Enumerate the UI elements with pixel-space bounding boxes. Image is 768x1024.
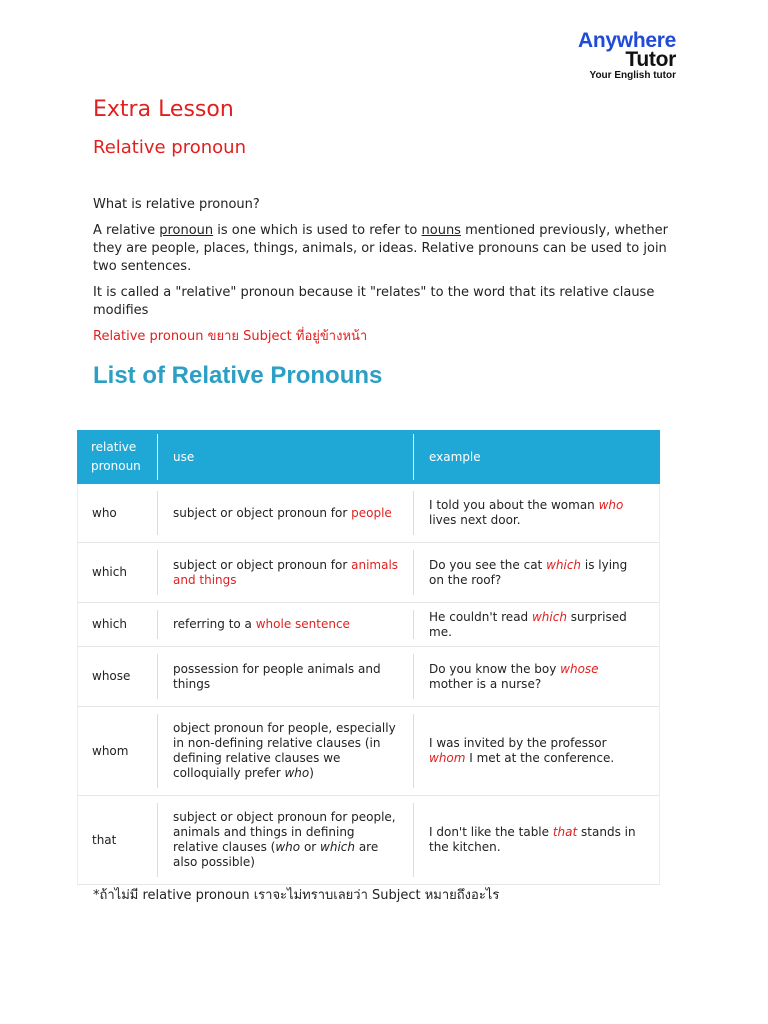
example-text: I don't like the table (429, 825, 553, 839)
cell-use (157, 714, 413, 788)
use-text: subject or object pronoun for people, animals and things in defining relative clauses ( (173, 810, 396, 854)
thai-note: Relative pronoun ขยาย Subject ที่อยู่ข้างหน้า (93, 329, 368, 344)
relative-pronoun-table (77, 430, 660, 885)
use-highlight: animals and things (173, 557, 399, 587)
cell-pronoun: that (92, 832, 117, 847)
list-title: List of Relative Pronouns (93, 362, 383, 389)
use-text: referring to a (173, 617, 256, 631)
use-text-end: ) (309, 766, 314, 780)
nouns-link[interactable]: nouns (421, 223, 461, 238)
table-row (77, 603, 660, 647)
table-row (77, 796, 660, 885)
cell-pronoun: who (92, 505, 117, 520)
header-use: use (157, 434, 413, 480)
example-highlight: which (531, 609, 567, 624)
cell-use (157, 803, 413, 877)
cell-use (157, 550, 413, 595)
example-text-end: mother is a nurse? (429, 676, 542, 691)
example-text: He couldn't read (429, 609, 532, 624)
example-highlight: that (552, 825, 578, 839)
example-highlight: which (546, 557, 582, 572)
cell-use (157, 491, 413, 535)
cell-pronoun: which (92, 565, 127, 579)
cell-example (413, 654, 659, 699)
footnote: *ถ้าไม่มี relative pronoun เราจะไม่ทราบเลยว่า Subject หมายถึงอะไร (93, 888, 500, 903)
cell-example (413, 714, 659, 788)
cell-example (413, 803, 659, 877)
cell-use (157, 654, 413, 699)
header-relative-pronoun: relative pronoun (91, 440, 141, 473)
cell-example (413, 491, 659, 535)
intro-definition (93, 222, 683, 276)
example-text: Do you know the boy (429, 661, 561, 676)
example-text: I was invited by the professor (429, 736, 607, 750)
example-text-end: I met at the conference. (465, 751, 615, 765)
use-text: subject or object pronoun for (173, 557, 352, 572)
example-highlight: whom (429, 751, 466, 765)
example-text: I told you about the woman (429, 498, 599, 512)
example-highlight: who (598, 498, 624, 512)
example-text-end: surprised me. (429, 609, 627, 639)
use-highlight: whole sentence (255, 617, 350, 631)
use-text-end: are also possible) (173, 840, 379, 869)
use-text: object pronoun for people, especially in non-defining relative clauses (in defining relative clauses we colloquially prefer (173, 721, 396, 780)
table-row (77, 484, 660, 543)
logo-tagline: Your English tutor (589, 70, 676, 81)
cell-pronoun: which (92, 617, 127, 631)
def-text-a: A relative (93, 223, 160, 238)
lesson-topic: Relative pronoun (93, 137, 246, 158)
page-title: Extra Lesson (93, 97, 234, 122)
use-italic-who: who (275, 840, 301, 854)
def-text-c: mentioned previously, whether they are people, places, things, animals, or ideas. Relative pronouns can be used to join two sentences. (93, 223, 668, 274)
cell-example (413, 550, 659, 595)
table-header (77, 430, 660, 484)
cell-example (413, 610, 659, 639)
example-highlight: whose (560, 661, 599, 676)
example-text-end: stands in the kitchen. (429, 825, 636, 854)
use-text-mid: or (300, 840, 321, 854)
cell-pronoun: whom (92, 743, 129, 758)
header-example: example (413, 434, 660, 480)
pronoun-link[interactable]: pronoun (159, 223, 214, 238)
table-row (77, 707, 660, 796)
intro-called: It is called a "relative" pronoun because it "relates" to the word that its relative clause modifies (93, 285, 655, 318)
example-text-end: is lying on the roof? (429, 557, 628, 587)
example-text-end: lives next door. (429, 513, 521, 527)
cell-use (157, 610, 413, 639)
logo-line-anywhere: Anywhere (578, 29, 676, 52)
logo-line-tutor: Tutor (625, 48, 676, 71)
intro-question: What is relative pronoun? (93, 197, 260, 212)
example-text: Do you see the cat (429, 557, 547, 572)
use-text: subject or object pronoun for (173, 505, 352, 520)
cell-pronoun: whose (92, 669, 131, 683)
use-text: possession for people animals and things (173, 661, 381, 691)
use-italic-which: which (320, 840, 355, 854)
def-text-b: is one which is used to refer to (213, 223, 422, 238)
use-highlight: people (351, 505, 392, 520)
anywhere-tutor-logo (566, 30, 676, 82)
table-row (77, 647, 660, 707)
table-row (77, 543, 660, 603)
use-italic: who (284, 766, 310, 780)
